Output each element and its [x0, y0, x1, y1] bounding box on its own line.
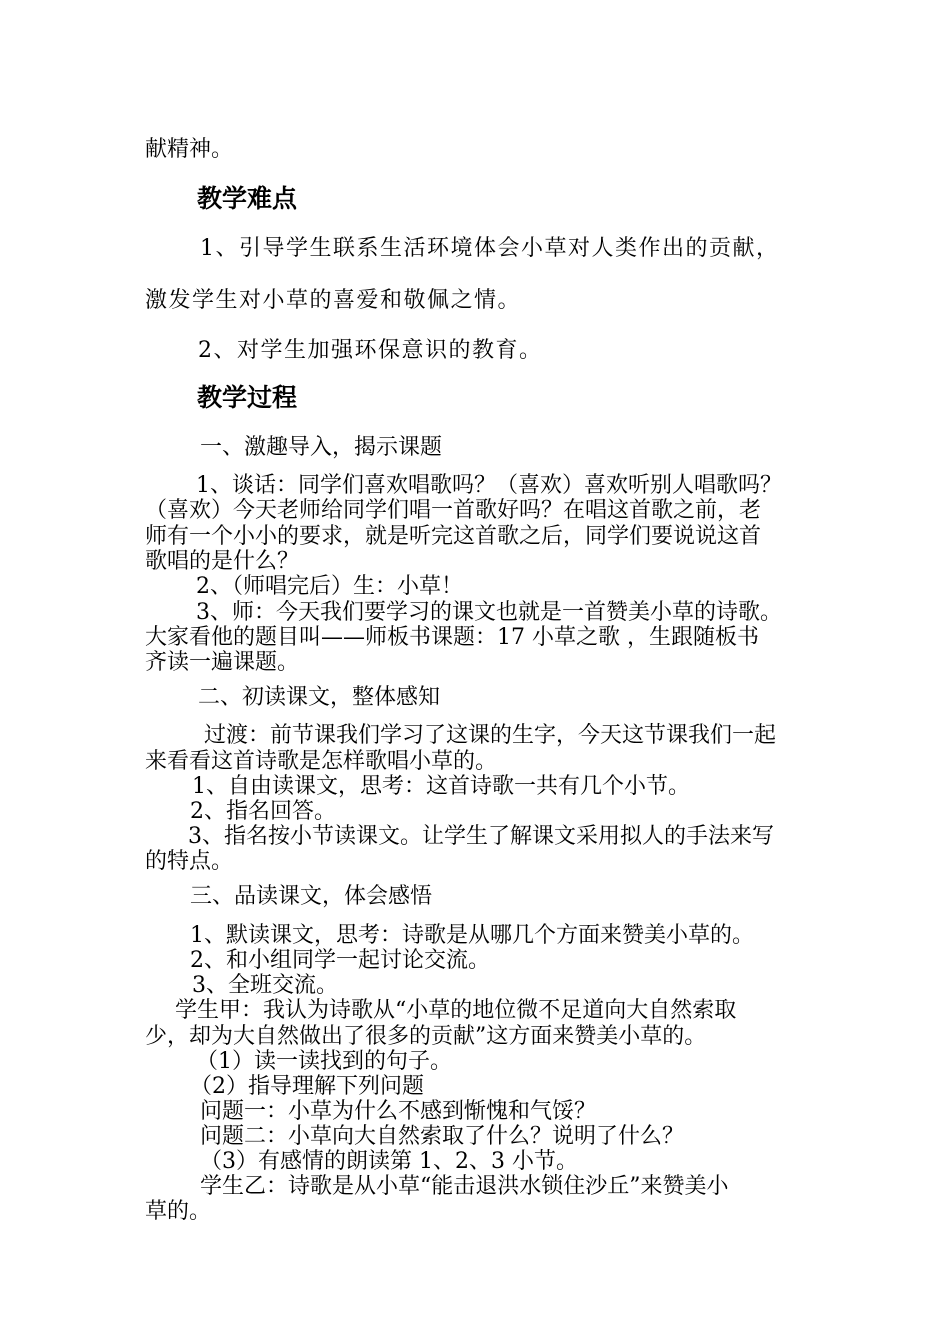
text-line: 1、默读课文，思考：诗歌是从哪几个方面来赞美小草的。 — [190, 923, 754, 948]
text-line: 2、对学生加强环保意识的教育。 — [198, 338, 543, 363]
subsection-heading: 二、初读课文，整体感知 — [198, 685, 441, 710]
text-line: 师有一个小小的要求，就是听完这首歌之后，同学们要说说这首 — [145, 524, 762, 549]
subsection-heading: 一、激趣导入，揭示课题 — [200, 435, 443, 460]
text-line: 学生乙：诗歌是从小草“能击退洪水锁住沙丘”来赞美小 — [200, 1174, 729, 1199]
text-line: 来看看这首诗歌是怎样歌唱小草的。 — [145, 749, 498, 774]
text-line: 1、自由读课文，思考：这首诗歌一共有几个小节。 — [192, 774, 690, 799]
text-line: 草的。 — [145, 1199, 212, 1224]
text-line: （1）读一读找到的句子。 — [196, 1049, 452, 1074]
subsection-heading: 三、品读课文，体会感悟 — [190, 884, 433, 909]
text-line: 过渡：前节课我们学习了这课的生字，今天这节课我们一起 — [204, 723, 777, 748]
text-line: 2、（师唱完后）生：小草！ — [196, 574, 463, 599]
text-line: 学生甲：我认为诗歌从“小草的地位微不足道向大自然索取 — [175, 998, 737, 1023]
text-line: 问题一：小草为什么不感到惭愧和气馁？ — [200, 1099, 597, 1124]
text-line: 少，却为大自然做出了很多的贡献”这方面来赞美小草的。 — [145, 1024, 707, 1049]
text-line: 歌唱的是什么？ — [145, 549, 300, 574]
text-line: （喜欢）今天老师给同学们唱一首歌好吗？在唱这首歌之前，老 — [145, 498, 762, 523]
text-line: （2）指导理解下列问题 — [190, 1074, 424, 1099]
text-line: 的特点。 — [145, 849, 234, 874]
text-line: 2、和小组同学一起讨论交流。 — [190, 948, 490, 973]
text-line: 1、谈话：同学们喜欢唱歌吗？（喜欢）喜欢听别人唱歌吗？ — [196, 473, 782, 498]
text-line: 齐读一遍课题。 — [145, 650, 300, 675]
section-heading: 教学难点 — [197, 184, 298, 213]
text-line: （3）有感情的朗读第 1、2、3 小节。 — [200, 1149, 578, 1174]
text-line: 3、全班交流。 — [192, 973, 338, 998]
text-line: 大家看他的题目叫——师板书课题：17 小草之歌 ，生跟随板书 — [145, 625, 759, 650]
text-line: 3、指名按小节读课文。让学生了解课文采用拟人的手法来写 — [188, 824, 774, 849]
text-line: 问题二：小草向大自然索取了什么？说明了什么？ — [200, 1124, 685, 1149]
section-heading: 教学过程 — [197, 383, 298, 412]
text-line: 2、指名回答。 — [190, 799, 336, 824]
text-line: 激发学生对小草的喜爱和敬佩之情。 — [145, 288, 522, 313]
text-line: 3、师：今天我们要学习的课文也就是一首赞美小草的诗歌。 — [196, 600, 782, 625]
text-line: 1、引导学生联系生活环境体会小草对人类作出的贡献， — [200, 236, 780, 261]
text-line: 献精神。 — [145, 137, 234, 162]
